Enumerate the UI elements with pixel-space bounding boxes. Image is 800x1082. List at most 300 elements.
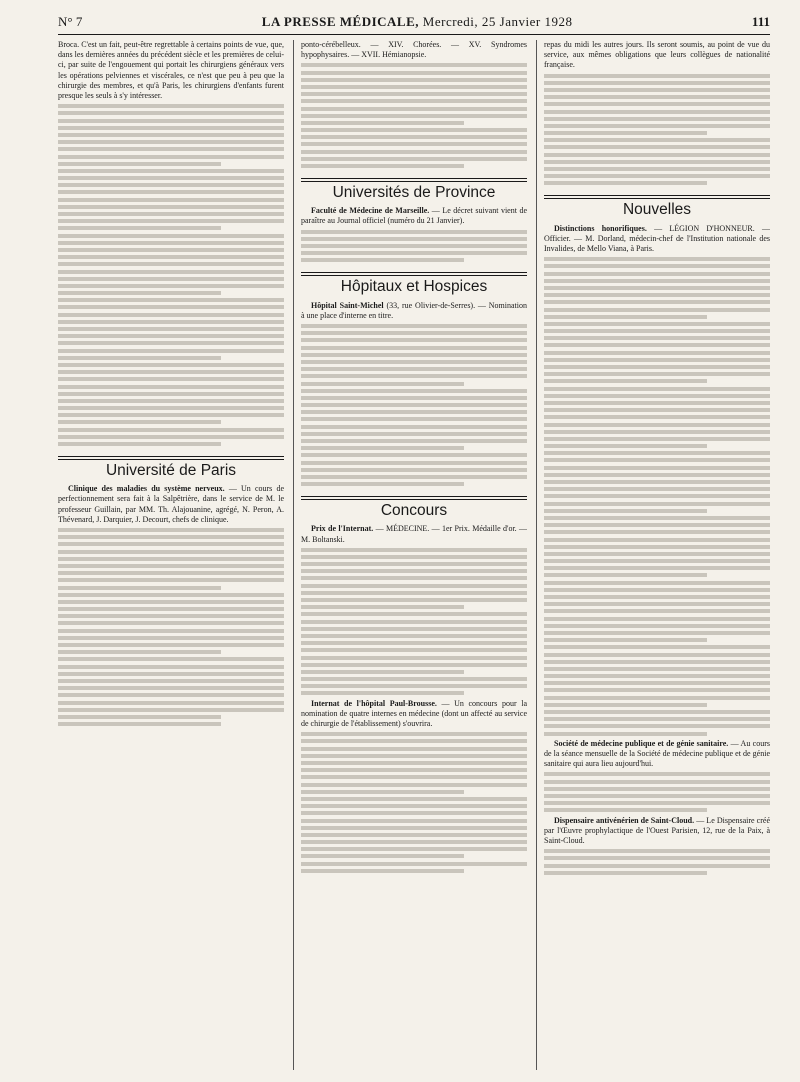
- text-line-placeholder: [58, 320, 284, 324]
- text-line-placeholder: [301, 761, 527, 765]
- text-line-placeholder: [301, 840, 527, 844]
- text-line-placeholder: [58, 564, 284, 568]
- text-line-placeholder: [58, 413, 284, 417]
- article-text: — Le Dispensaire créé par l'Œuvre prophylactique de l'Ouest Parisien, 12, rue de la Paix, à Saint-Cloud.: [544, 815, 770, 845]
- text-line-placeholder: [301, 768, 527, 772]
- text-line-placeholder: [58, 169, 284, 173]
- text-line-placeholder: [301, 634, 527, 638]
- text-line-placeholder: [301, 548, 527, 552]
- text-line-placeholder: [58, 686, 284, 690]
- text-line-placeholder: [58, 183, 284, 187]
- text-line-placeholder: [544, 343, 770, 347]
- text-line-placeholder: [58, 528, 284, 532]
- text-line-placeholder: [58, 621, 284, 625]
- article-title: Prix de l'Internat.: [311, 524, 374, 534]
- text-line-placeholder: [58, 176, 284, 180]
- text-line-placeholder: [58, 298, 284, 302]
- text-line-placeholder: [544, 387, 770, 391]
- text-line-placeholder: [544, 638, 707, 642]
- text-line-placeholder: [544, 509, 707, 513]
- text-line-placeholder: [58, 255, 284, 259]
- text-line-placeholder: [544, 494, 770, 498]
- text-line-placeholder: [544, 808, 707, 812]
- text-line-placeholder: [301, 790, 464, 794]
- section-rule: [301, 178, 527, 182]
- text-line-placeholder: [544, 451, 770, 455]
- text-line-placeholder: [544, 856, 770, 860]
- text-line-placeholder: [544, 138, 770, 142]
- text-line-placeholder: [301, 360, 527, 364]
- text-line-placeholder: [544, 588, 770, 592]
- section-rule: [301, 496, 527, 500]
- section-universites-province: [301, 178, 527, 202]
- text-line-placeholder: [58, 643, 284, 647]
- text-line-placeholder: [58, 679, 284, 683]
- text-line-placeholder: [544, 502, 770, 506]
- text-line-placeholder: [301, 107, 527, 111]
- text-line-placeholder: [544, 581, 770, 585]
- text-line-placeholder: [301, 670, 464, 674]
- article-text: — MÉDECINE. — 1er Prix. Médaille d'or. — M. Boltanski.: [301, 524, 527, 544]
- text-line-placeholder: [58, 614, 284, 618]
- text-line-placeholder: [544, 264, 770, 268]
- text-placeholder: [301, 324, 527, 486]
- text-line-placeholder: [544, 566, 770, 570]
- text-line-placeholder: [58, 420, 221, 424]
- text-line-placeholder: [544, 631, 770, 635]
- text-line-placeholder: [544, 794, 770, 798]
- column-rule: [293, 40, 294, 1070]
- text-line-placeholder: [301, 826, 527, 830]
- article-title: Internat de l'hôpital Paul-Brousse.: [311, 698, 437, 708]
- text-line-placeholder: [544, 279, 770, 283]
- text-line-placeholder: [58, 571, 284, 575]
- text-line-placeholder: [544, 444, 707, 448]
- text-line-placeholder: [544, 538, 770, 542]
- text-line-placeholder: [544, 358, 770, 362]
- text-line-placeholder: [58, 155, 284, 159]
- text-line-placeholder: [544, 153, 770, 157]
- text-line-placeholder: [301, 396, 527, 400]
- column-1: [58, 40, 284, 1070]
- text-line-placeholder: [58, 442, 221, 446]
- text-line-placeholder: [544, 624, 770, 628]
- article-paragraph: [58, 484, 284, 525]
- text-line-placeholder: [58, 305, 284, 309]
- text-line-placeholder: [544, 473, 770, 477]
- text-line-placeholder: [301, 833, 527, 837]
- text-line-placeholder: [301, 324, 527, 328]
- text-line-placeholder: [301, 78, 527, 82]
- text-line-placeholder: [301, 71, 527, 75]
- text-line-placeholder: [58, 672, 284, 676]
- section-hopitaux-hospices: [301, 272, 527, 296]
- journal-title: [262, 14, 573, 30]
- text-line-placeholder: [301, 677, 527, 681]
- text-line-placeholder: [544, 145, 770, 149]
- text-line-placeholder: [58, 586, 221, 590]
- text-line-placeholder: [58, 377, 284, 381]
- text-line-placeholder: [301, 244, 527, 248]
- text-line-placeholder: [544, 365, 770, 369]
- text-line-placeholder: [301, 258, 464, 262]
- text-placeholder: [301, 548, 527, 696]
- section-heading: Concours: [380, 502, 448, 520]
- text-line-placeholder: [58, 313, 284, 317]
- text-line-placeholder: [301, 164, 464, 168]
- text-placeholder: [301, 732, 527, 873]
- text-line-placeholder: [544, 315, 707, 319]
- text-line-placeholder: [301, 811, 527, 815]
- column-rule: [536, 40, 537, 1070]
- text-line-placeholder: [544, 710, 770, 714]
- text-line-placeholder: [301, 425, 527, 429]
- text-line-placeholder: [58, 542, 284, 546]
- text-line-placeholder: [301, 128, 527, 132]
- text-line-placeholder: [544, 117, 770, 121]
- text-line-placeholder: [58, 535, 284, 539]
- text-line-placeholder: [58, 111, 284, 115]
- article-text: — Au cours de la séance mensuelle de la Société de médecine publique et de génie sanitaire qui aura lieu aujourd'hui.: [544, 738, 770, 769]
- text-line-placeholder: [58, 385, 284, 389]
- text-line-placeholder: [544, 667, 770, 671]
- text-line-placeholder: [544, 351, 770, 355]
- text-line-placeholder: [58, 262, 284, 266]
- section-rule: [58, 456, 284, 460]
- text-line-placeholder: [301, 869, 464, 873]
- section-heading: Universités de Province: [332, 184, 496, 202]
- text-line-placeholder: [301, 446, 464, 450]
- text-line-placeholder: [544, 322, 770, 326]
- section-universite-paris: [58, 456, 284, 480]
- text-line-placeholder: [58, 665, 284, 669]
- text-placeholder: [58, 104, 284, 446]
- text-line-placeholder: [544, 336, 770, 340]
- text-line-placeholder: [544, 379, 707, 383]
- text-line-placeholder: [544, 293, 770, 297]
- text-line-placeholder: [301, 389, 527, 393]
- article-text: (33, rue Olivier-de-Serres). — Nomination à une place d'interne en titre.: [301, 300, 527, 320]
- text-line-placeholder: [58, 600, 284, 604]
- text-line-placeholder: [301, 819, 527, 823]
- issue-number: N° 7: [58, 14, 83, 29]
- article-title: Faculté de Médecine de Marseille.: [311, 206, 430, 216]
- text-line-placeholder: [301, 338, 527, 342]
- text-line-placeholder: [58, 349, 284, 353]
- text-line-placeholder: [58, 147, 284, 151]
- text-line-placeholder: [58, 212, 284, 216]
- text-line-placeholder: [544, 732, 707, 736]
- text-line-placeholder: [544, 871, 707, 875]
- text-line-placeholder: [58, 701, 284, 705]
- text-line-placeholder: [301, 555, 527, 559]
- text-line-placeholder: [301, 775, 527, 779]
- text-line-placeholder: [544, 487, 770, 491]
- text-line-placeholder: [544, 95, 770, 99]
- text-line-placeholder: [301, 237, 527, 241]
- article-title: Distinctions honorifiques.: [554, 223, 647, 233]
- text-line-placeholder: [301, 475, 527, 479]
- text-line-placeholder: [544, 660, 770, 664]
- text-line-placeholder: [58, 234, 284, 238]
- text-line-placeholder: [544, 653, 770, 657]
- text-line-placeholder: [544, 696, 770, 700]
- text-line-placeholder: [301, 656, 527, 660]
- article-text: — LÉGION D'HONNEUR. — Officier. — M. Dorland, médecin-chef de l'Institution nationale des Invalides, de Mello Viana, à Paris.: [544, 223, 770, 254]
- section-nouvelles: [544, 195, 770, 219]
- text-line-placeholder: [58, 270, 284, 274]
- text-line-placeholder: [58, 715, 221, 719]
- text-line-placeholder: [301, 569, 527, 573]
- section-rule: [301, 272, 527, 276]
- text-line-placeholder: [544, 559, 770, 563]
- text-line-placeholder: [544, 688, 770, 692]
- text-line-placeholder: [58, 636, 284, 640]
- text-line-placeholder: [544, 286, 770, 290]
- text-line-placeholder: [301, 754, 527, 758]
- section-rule: [544, 195, 770, 199]
- text-line-placeholder: [301, 584, 527, 588]
- text-placeholder: [544, 772, 770, 812]
- article-paragraph: [544, 816, 770, 847]
- text-line-placeholder: [301, 439, 527, 443]
- text-line-placeholder: [301, 92, 527, 96]
- article-paragraph: ponto-cérébelleux. — XIV. Chorées. — XV. Syndromes hypophysaires. — XVII. Hémianopsie.: [301, 40, 527, 60]
- text-line-placeholder: [301, 847, 527, 851]
- text-line-placeholder: [58, 578, 284, 582]
- text-line-placeholder: [58, 550, 284, 554]
- text-line-placeholder: [544, 174, 770, 178]
- article-paragraph: Broca. C'est un fait, peut-être regrettable à certains points de vue, que, dans les dernières années du précédent siècle et les premières de celui-ci, par suite de l'engouement qui portait les chirurgiens généraux vers les opérations pelviennes et viscérales, ce n'est que peu à peu que la chirurgie des membres, et qu'à Paris, les chirurgiens d'enfants furent presque les seuls à s'y intéresser.: [58, 40, 284, 101]
- text-line-placeholder: [544, 724, 770, 728]
- text-line-placeholder: [544, 849, 770, 853]
- text-placeholder: [301, 230, 527, 263]
- text-line-placeholder: [301, 403, 527, 407]
- text-line-placeholder: [544, 801, 770, 805]
- article-paragraph: [301, 524, 527, 544]
- text-line-placeholder: [58, 722, 221, 726]
- article-paragraph: [544, 224, 770, 255]
- text-line-placeholder: [301, 854, 464, 858]
- text-line-placeholder: [544, 772, 770, 776]
- issue-date: Mercredi, 25 Janvier 1928: [422, 14, 573, 29]
- text-line-placeholder: [301, 114, 527, 118]
- text-placeholder: [544, 74, 770, 186]
- text-line-placeholder: [544, 681, 770, 685]
- text-line-placeholder: [58, 291, 221, 295]
- text-line-placeholder: [544, 458, 770, 462]
- text-line-placeholder: [301, 353, 527, 357]
- section-heading: Nouvelles: [622, 201, 692, 219]
- text-line-placeholder: [301, 620, 527, 624]
- text-line-placeholder: [301, 63, 527, 67]
- text-line-placeholder: [544, 595, 770, 599]
- text-line-placeholder: [301, 612, 527, 616]
- text-line-placeholder: [301, 598, 527, 602]
- text-line-placeholder: [544, 552, 770, 556]
- text-line-placeholder: [544, 480, 770, 484]
- text-line-placeholder: [544, 602, 770, 606]
- text-line-placeholder: [58, 428, 284, 432]
- text-line-placeholder: [544, 401, 770, 405]
- text-line-placeholder: [544, 787, 770, 791]
- text-line-placeholder: [544, 167, 770, 171]
- text-line-placeholder: [58, 657, 284, 661]
- text-line-placeholder: [58, 104, 284, 108]
- text-line-placeholder: [301, 432, 527, 436]
- text-line-placeholder: [58, 557, 284, 561]
- text-line-placeholder: [301, 230, 527, 234]
- text-line-placeholder: [301, 85, 527, 89]
- text-line-placeholder: [58, 327, 284, 331]
- article-text: — Un concours pour la nomination de quatre internes en médecine (dont un affecté au service de chirurgie de l'établissement) s'ouvrira.: [301, 698, 527, 729]
- column-3: [544, 40, 770, 1070]
- text-line-placeholder: [544, 329, 770, 333]
- article-paragraph: [301, 699, 527, 730]
- text-line-placeholder: [301, 121, 464, 125]
- text-line-placeholder: [58, 334, 284, 338]
- text-line-placeholder: [301, 732, 527, 736]
- article-title: Société de médecine publique et de génie sanitaire.: [554, 738, 729, 748]
- text-line-placeholder: [301, 576, 527, 580]
- text-line-placeholder: [58, 219, 284, 223]
- text-line-placeholder: [544, 131, 707, 135]
- text-line-placeholder: [58, 650, 221, 654]
- text-line-placeholder: [58, 126, 284, 130]
- text-line-placeholder: [301, 684, 527, 688]
- text-line-placeholder: [544, 415, 770, 419]
- text-line-placeholder: [544, 545, 770, 549]
- text-line-placeholder: [58, 370, 284, 374]
- text-line-placeholder: [301, 453, 527, 457]
- text-line-placeholder: [58, 629, 284, 633]
- text-line-placeholder: [58, 593, 284, 597]
- text-line-placeholder: [301, 382, 464, 386]
- article-paragraph: [301, 206, 527, 226]
- article-title: Dispensaire antivénérien de Saint-Cloud.: [554, 815, 695, 825]
- text-line-placeholder: [301, 251, 527, 255]
- text-line-placeholder: [58, 140, 284, 144]
- text-line-placeholder: [58, 399, 284, 403]
- text-line-placeholder: [58, 162, 221, 166]
- article-title: Hôpital Saint-Michel: [311, 300, 384, 310]
- text-line-placeholder: [58, 708, 284, 712]
- text-line-placeholder: [301, 862, 527, 866]
- text-line-placeholder: [58, 363, 284, 367]
- text-line-placeholder: [301, 797, 527, 801]
- text-line-placeholder: [58, 277, 284, 281]
- text-line-placeholder: [544, 617, 770, 621]
- text-line-placeholder: [544, 717, 770, 721]
- section-concours: [301, 496, 527, 520]
- text-line-placeholder: [58, 190, 284, 194]
- text-line-placeholder: [58, 341, 284, 345]
- text-line-placeholder: [544, 88, 770, 92]
- text-line-placeholder: [301, 150, 527, 154]
- article-paragraph: [301, 301, 527, 321]
- section-heading: Université de Paris: [105, 462, 237, 480]
- section-heading: Hôpitaux et Hospices: [340, 278, 488, 296]
- text-line-placeholder: [58, 435, 284, 439]
- text-line-placeholder: [544, 110, 770, 114]
- text-line-placeholder: [544, 530, 770, 534]
- text-line-placeholder: [544, 780, 770, 784]
- article-paragraph: repas du midi les autres jours. Ils seront soumis, au point de vue du service, aux mêmes obligations que leurs collègues de nationalité française.: [544, 40, 770, 70]
- text-line-placeholder: [301, 417, 527, 421]
- text-line-placeholder: [544, 430, 770, 434]
- text-line-placeholder: [301, 367, 527, 371]
- text-line-placeholder: [301, 641, 527, 645]
- column-2: [301, 40, 527, 1070]
- text-line-placeholder: [544, 645, 770, 649]
- text-line-placeholder: [301, 468, 527, 472]
- text-line-placeholder: [301, 591, 527, 595]
- text-line-placeholder: [58, 205, 284, 209]
- text-line-placeholder: [544, 573, 707, 577]
- text-line-placeholder: [301, 648, 527, 652]
- text-placeholder: [58, 528, 284, 726]
- text-line-placeholder: [301, 157, 527, 161]
- text-line-placeholder: [544, 257, 770, 261]
- text-line-placeholder: [544, 124, 770, 128]
- text-line-placeholder: [544, 160, 770, 164]
- text-line-placeholder: [301, 627, 527, 631]
- text-line-placeholder: [544, 74, 770, 78]
- text-line-placeholder: [544, 516, 770, 520]
- page-number: 111: [751, 14, 770, 29]
- text-line-placeholder: [301, 663, 527, 667]
- text-line-placeholder: [544, 408, 770, 412]
- text-line-placeholder: [58, 241, 284, 245]
- text-line-placeholder: [544, 674, 770, 678]
- text-line-placeholder: [301, 562, 527, 566]
- text-line-placeholder: [58, 406, 284, 410]
- text-line-placeholder: [301, 142, 527, 146]
- text-line-placeholder: [544, 466, 770, 470]
- text-line-placeholder: [301, 605, 464, 609]
- text-line-placeholder: [58, 693, 284, 697]
- text-line-placeholder: [58, 248, 284, 252]
- text-line-placeholder: [544, 864, 770, 868]
- text-line-placeholder: [301, 374, 527, 378]
- text-line-placeholder: [301, 346, 527, 350]
- text-line-placeholder: [544, 272, 770, 276]
- text-line-placeholder: [544, 308, 770, 312]
- text-line-placeholder: [544, 703, 707, 707]
- journal-name: LA PRESSE MÉDICALE,: [261, 14, 420, 29]
- text-line-placeholder: [58, 284, 284, 288]
- text-placeholder: [544, 849, 770, 875]
- text-line-placeholder: [58, 226, 221, 230]
- text-line-placeholder: [58, 133, 284, 137]
- text-line-placeholder: [544, 394, 770, 398]
- text-line-placeholder: [58, 198, 284, 202]
- article-paragraph: [544, 739, 770, 770]
- article-text: — Un cours de perfectionnement sera fait à la Salpêtrière, dans le service de M. le professeur Guillain, par MM. Th. Alajouanine, agrégé, N. Peron, A. Thévenard, J. Darquier, J. Decourt, chefs de clinique.: [58, 484, 284, 524]
- text-line-placeholder: [544, 437, 770, 441]
- text-line-placeholder: [544, 609, 770, 613]
- text-placeholder: [544, 257, 770, 735]
- text-line-placeholder: [301, 739, 527, 743]
- masthead: [58, 10, 770, 35]
- text-line-placeholder: [544, 300, 770, 304]
- text-line-placeholder: [544, 81, 770, 85]
- text-line-placeholder: [301, 482, 464, 486]
- text-line-placeholder: [301, 783, 527, 787]
- text-line-placeholder: [301, 691, 464, 695]
- text-line-placeholder: [544, 523, 770, 527]
- text-line-placeholder: [301, 804, 527, 808]
